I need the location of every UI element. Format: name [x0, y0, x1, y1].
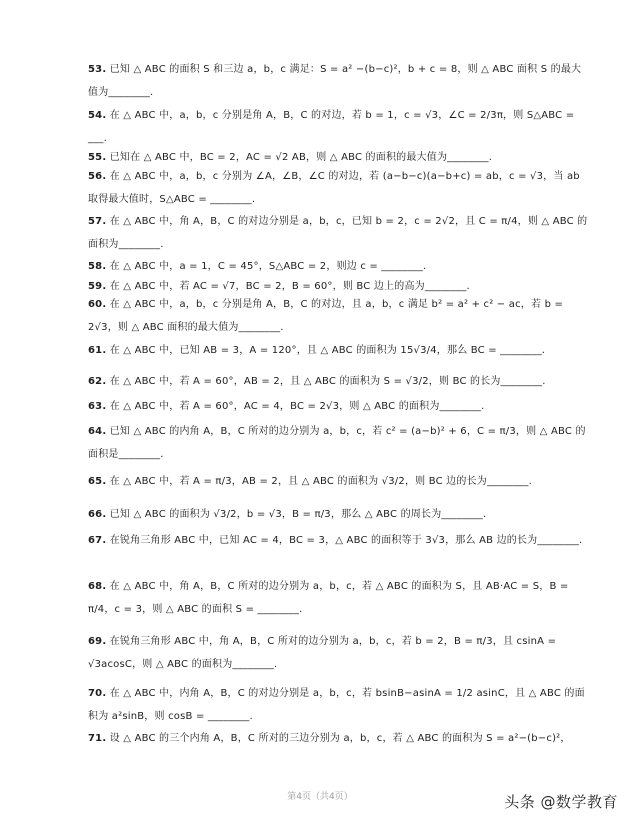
problem-text: 已知 △ ABC 的面积 S 和三边 a，b，c 满足：S = a² −(b−c)²，b + c = 8，则 △ ABC 面积 S 的最大值为________.: [88, 64, 582, 98]
problem-number: 59.: [88, 281, 107, 292]
problem-text: 在 △ ABC 中，角 A，B，C 所对的边分别为 a，b，c，若 △ ABC 的面积为 S，且 AB·AC = S，B = π/4，c = 3，则 △ ABC 的面积 S = ________.: [88, 581, 569, 615]
problem-66: [88, 503, 588, 526]
problem-56: [88, 165, 588, 211]
problem-text: 在 △ ABC 中，a，b，c 分别是角 A，B，C 的对边，若 b = 1，c = √3，∠C = 2/3π，则 S△ABC = ___.: [88, 110, 575, 144]
problem-number: 71.: [88, 733, 107, 744]
problem-71: [88, 727, 588, 750]
problem-62: [88, 370, 588, 393]
problem-69: [88, 630, 588, 676]
problem-text: 设 △ ABC 的三个内角 A，B，C 所对的三边分别为 a，b，c，若 △ ABC 的面积为 S = a²−(b−c)²，: [109, 733, 571, 744]
problem-60: [88, 293, 588, 339]
problem-68: [88, 575, 588, 621]
watermark: 头条 @数学教育: [504, 793, 618, 811]
problem-number: 67.: [88, 535, 107, 546]
problem-number: 65.: [88, 476, 107, 487]
problem-number: 60.: [88, 299, 107, 310]
problem-54: [88, 104, 588, 150]
problem-65: [88, 470, 588, 493]
problem-text: 在 △ ABC 中，若 A = π/3，AB = 2，且 △ ABC 的面积为 √3/2，则 BC 边的长为________.: [109, 476, 532, 487]
problem-text: 已知 △ ABC 的内角 A，B，C 所对的边分别为 a，b，c，若 c² = (a−b)² + 6，C = π/3，则 △ ABC 的面积是________.: [88, 426, 586, 460]
problem-number: 54.: [88, 110, 107, 121]
problem-text: 已知 △ ABC 的面积为 √3/2，b = √3，B = π/3，那么 △ ABC 的周长为________.: [109, 509, 487, 520]
problem-number: 58.: [88, 261, 107, 272]
problem-53: [88, 58, 588, 104]
problem-text: 在 △ ABC 中，a，b，c 分别是角 A，B，C 的对边，且 a，b，c 满足 b² = a² + c² − ac，若 b = 2√3，则 △ ABC 面积的最大值为________.: [88, 299, 564, 333]
problem-text: 已知在 △ ABC 中，BC = 2，AC = √2 AB，则 △ ABC 的面积的最大值为________.: [109, 152, 493, 163]
problem-number: 69.: [88, 636, 107, 647]
problem-67: [88, 529, 588, 552]
problem-number: 61.: [88, 345, 107, 356]
problem-number: 64.: [88, 426, 107, 437]
problem-text: 在 △ ABC 中，a = 1，C = 45°，S△ABC = 2，则边 c = ________.: [109, 261, 427, 272]
problem-number: 70.: [88, 688, 107, 699]
problem-number: 66.: [88, 509, 107, 520]
problem-57: [88, 210, 588, 256]
problem-70: [88, 682, 588, 728]
problem-number: 57.: [88, 216, 107, 227]
problem-text: 在 △ ABC 中，已知 AB = 3，A = 120°，且 △ ABC 的面积为 15√3/4，那么 BC = ________.: [109, 345, 546, 356]
problem-number: 62.: [88, 376, 107, 387]
problem-63: [88, 395, 588, 418]
problem-text: 在 △ ABC 中，角 A，B，C 的对边分别是 a，b，c，已知 b = 2，c = 2√2，且 C = π/4，则 △ ABC 的面积为________.: [88, 216, 588, 250]
problem-text: 在 △ ABC 中，若 A = 60°，AB = 2，且 △ ABC 的面积为 S = √3/2，则 BC 的长为________.: [109, 376, 546, 387]
problem-number: 68.: [88, 581, 107, 592]
problem-text: 在 △ ABC 中，内角 A，B，C 的对边分别是 a，b，c，若 bsinB−asinA = 1/2 asinC，且 △ ABC 的面积为 a²sinB，则 cosB = ________.: [88, 688, 585, 722]
problem-61: [88, 339, 588, 362]
page-footer: 第4页（共4页）: [287, 792, 353, 802]
problem-number: 63.: [88, 401, 107, 412]
problem-number: 55.: [88, 152, 107, 163]
problem-text: 在 △ ABC 中，若 AC = √7，BC = 2，B = 60°，则 BC 边上的高为________.: [109, 281, 470, 292]
problem-number: 56.: [88, 171, 107, 182]
problem-text: 在锐角三角形 ABC 中，角 A，B，C 所对的边分别为 a，b，c，若 b = 2，B = π/3，且 csinA = √3acosC，则 △ ABC 的面积为________.: [88, 636, 557, 670]
problem-text: 在 △ ABC 中，若 A = 60°，AC = 4，BC = 2√3，则 △ ABC 的面积为________.: [109, 401, 485, 412]
problem-text: 在 △ ABC 中，a，b，c 分别为 ∠A，∠B，∠C 的对边，若 (a−b−c)(a−b+c) = ab，c = √3，当 ab 取得最大值时，S△ABC = ________.: [88, 171, 580, 205]
problem-text: 在锐角三角形 ABC 中，已知 AC = 4，BC = 3，△ ABC 的面积等于 3√3，那么 AB 边的长为________.: [109, 535, 583, 546]
problem-64: [88, 420, 588, 466]
problem-number: 53.: [88, 64, 107, 75]
